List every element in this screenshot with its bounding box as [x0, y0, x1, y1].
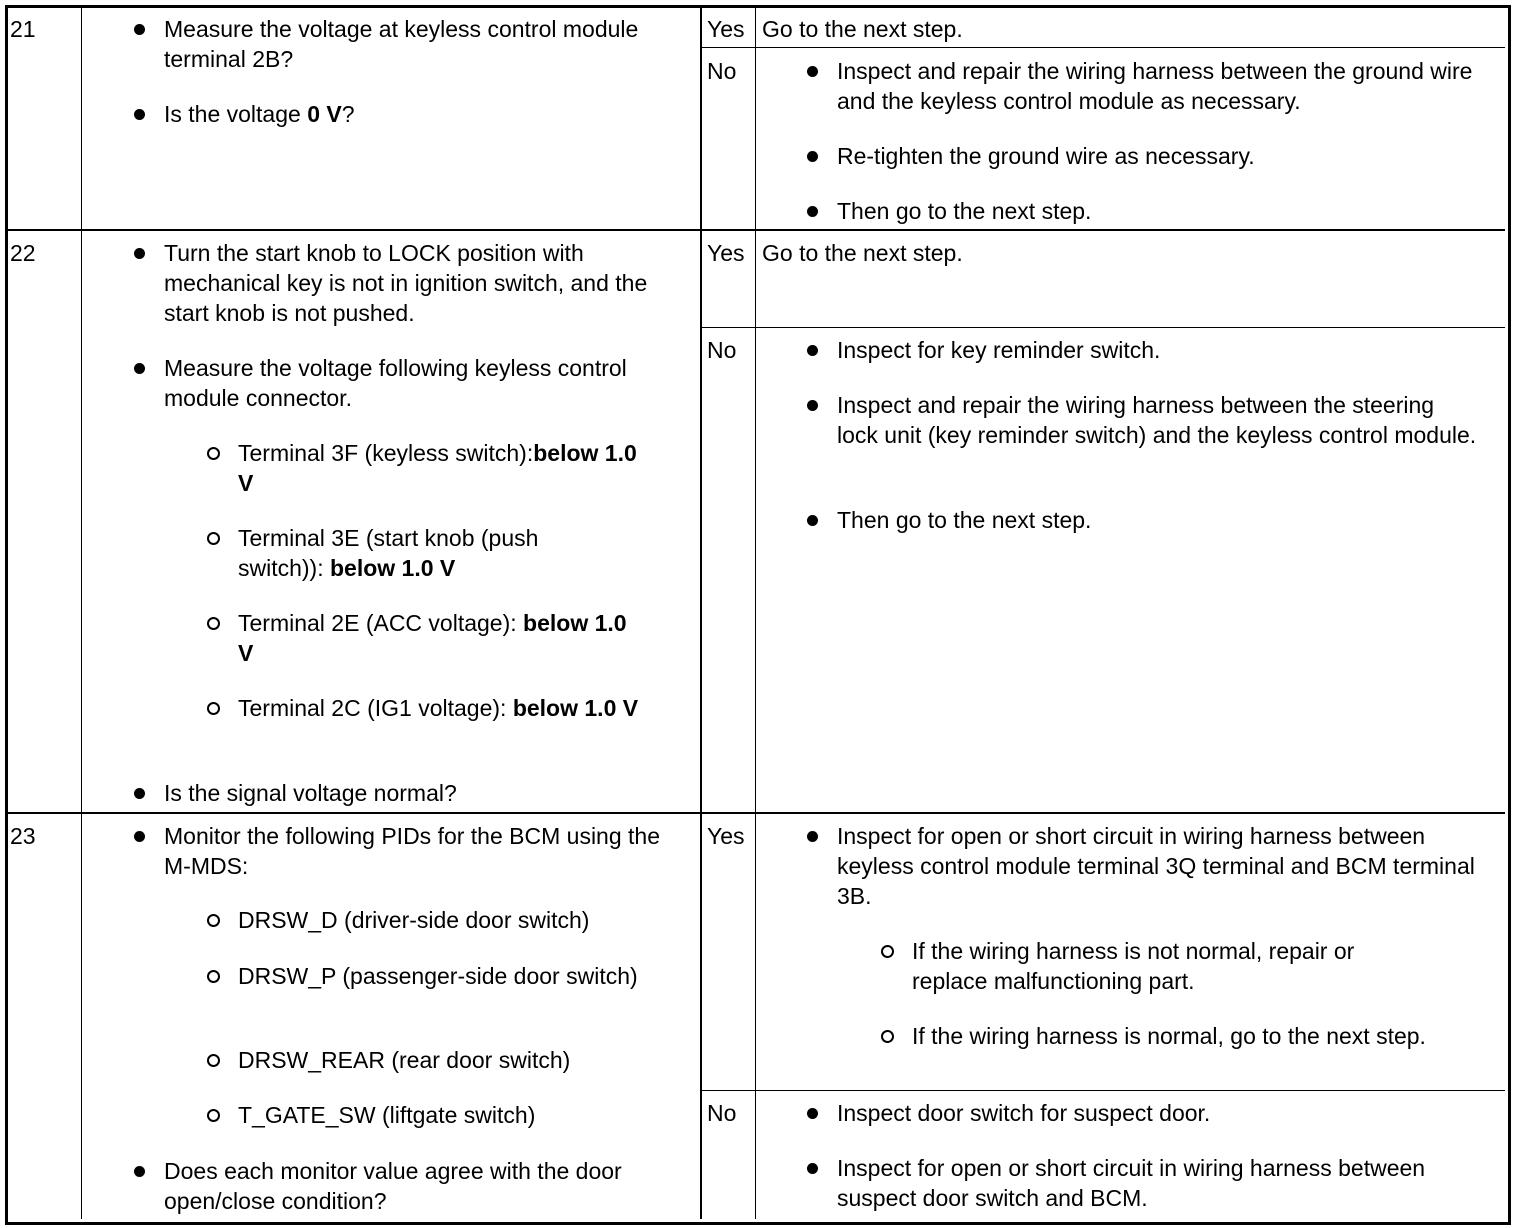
- row-divider-21-22: [8, 229, 1505, 231]
- question-subitem: Terminal 3F (keyless switch):below 1.0 V: [238, 438, 648, 498]
- row-divider-22-23: [8, 812, 1505, 814]
- no-action-item: Then go to the next step.: [837, 505, 1487, 535]
- no-action-item: Inspect door switch for suspect door.: [837, 1098, 1487, 1128]
- step-number: 23: [10, 823, 36, 849]
- col-divider-step: [81, 8, 82, 1219]
- question-subitem: DRSW_D (driver-side door switch): [238, 905, 678, 935]
- question-item: Turn the start knob to LOCK position with mechanical key is not in ignition switch, and the start knob is not pushed.: [164, 238, 674, 328]
- question-subitem: T_GATE_SW (liftgate switch): [238, 1100, 678, 1130]
- no-action-item: Re-tighten the ground wire as necessary.: [837, 141, 1487, 171]
- question-subitem: DRSW_P (passenger-side door switch): [238, 963, 638, 989]
- no-action-item: Inspect for open or short circuit in wiring harness between suspect door switch and BCM.: [837, 1153, 1487, 1213]
- yes-no-divider-21: [701, 47, 1505, 48]
- question-item: Measure the voltage at keyless control module terminal 2B?: [164, 14, 674, 74]
- no-action-item: Inspect and repair the wiring harness between the steering lock unit (key reminder switch) and the keyless control module.: [837, 392, 1477, 448]
- yes-no-divider-23: [701, 1090, 1505, 1091]
- yes-label: Yes: [707, 240, 745, 266]
- col-divider-question: [700, 8, 702, 1219]
- question-subitem: Terminal 2C (IG1 voltage): below 1.0 V: [238, 693, 648, 723]
- yes-action-subitem: If the wiring harness is normal, go to the next step.: [912, 1021, 1442, 1051]
- yes-action-item: Inspect for open or short circuit in wiring harness between keyless control module terminal 3Q terminal and BCM terminal 3B.: [837, 821, 1487, 911]
- no-action-item: Inspect and repair the wiring harness between the ground wire and the keyless control module as necessary.: [837, 56, 1487, 116]
- col-divider-label: [755, 8, 756, 1219]
- no-label: No: [707, 58, 737, 84]
- no-label: No: [707, 337, 737, 363]
- question-subitem: DRSW_REAR (rear door switch): [238, 1045, 678, 1075]
- question-subitem: Terminal 3E (start knob (push switch)): below 1.0 V: [238, 523, 618, 583]
- question-item: Monitor the following PIDs for the BCM using the M-MDS:: [164, 821, 679, 881]
- question-item: Does each monitor value agree with the door open/close condition?: [164, 1156, 674, 1216]
- yes-action: Go to the next step.: [762, 240, 963, 266]
- yes-label: Yes: [707, 16, 745, 42]
- yes-action: Go to the next step.: [762, 16, 963, 42]
- question-item: Is the voltage 0 V?: [164, 99, 674, 129]
- question-item: Measure the voltage following keyless control module connector.: [164, 353, 679, 413]
- step-number: 21: [10, 16, 36, 42]
- no-label: No: [707, 1100, 737, 1126]
- question-subitem: Terminal 2E (ACC voltage): below 1.0 V: [238, 608, 648, 668]
- no-action-item: Then go to the next step.: [837, 196, 1487, 226]
- no-action-item: Inspect for key reminder switch.: [837, 335, 1487, 365]
- step-number: 22: [10, 240, 36, 266]
- yes-no-divider-22: [701, 327, 1505, 328]
- yes-label: Yes: [707, 823, 745, 849]
- question-item: Is the signal voltage normal?: [164, 778, 674, 808]
- yes-action-subitem: If the wiring harness is not normal, repair or replace malfunctioning part.: [912, 936, 1432, 996]
